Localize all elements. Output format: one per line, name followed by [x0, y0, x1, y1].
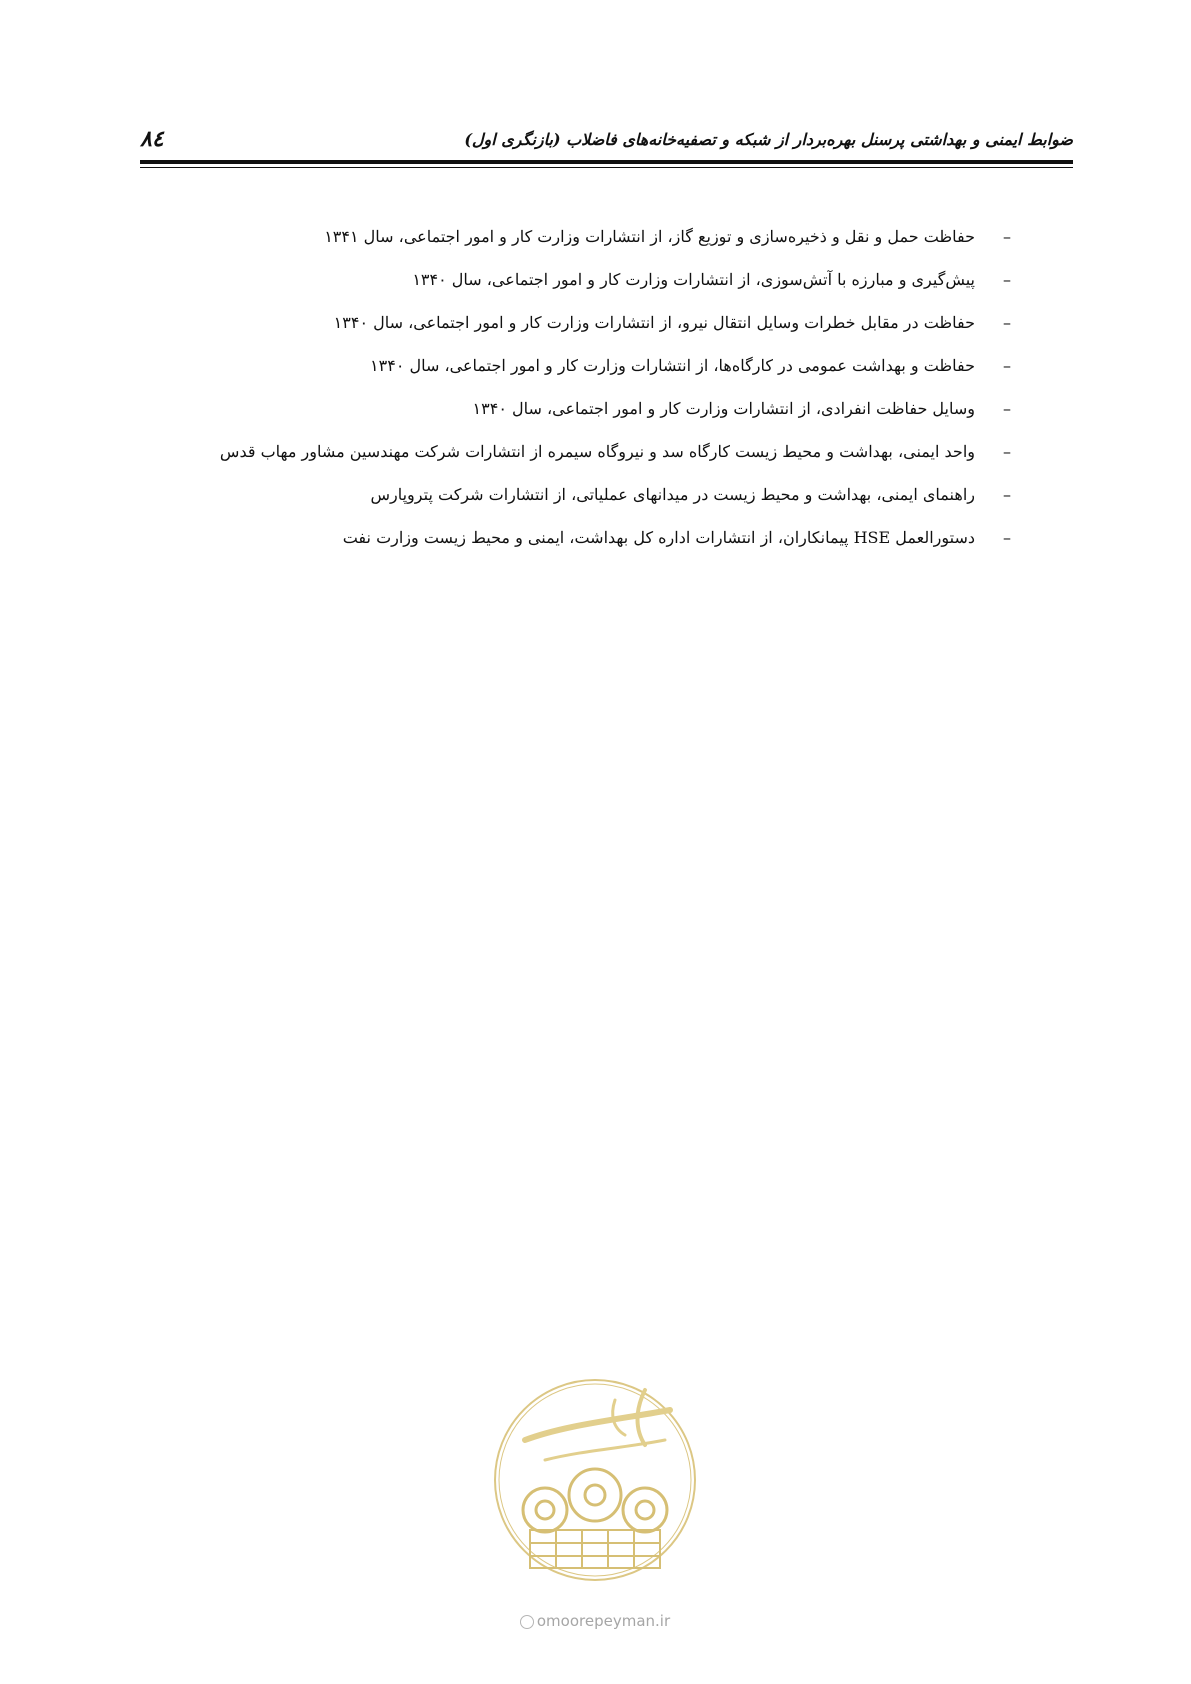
dash-bullet: – [1003, 442, 1011, 461]
reference-text: راهنمای ایمنی، بهداشت و محیط زیست در میدانهای عملیاتی، از انتشارات شرکت پتروپارس [370, 485, 975, 504]
dash-bullet: – [1003, 399, 1011, 418]
reference-text: وسایل حفاظت انفرادی، از انتشارات وزارت کار و امور اجتماعی، سال ۱۳۴۰ [472, 399, 975, 418]
dash-bullet: – [1003, 227, 1011, 246]
page-number: ۸٤ [140, 126, 164, 152]
reference-item [181, 215, 1011, 258]
reference-item [181, 301, 1011, 344]
dash-bullet: – [1003, 485, 1011, 504]
watermark-site [485, 1612, 705, 1630]
dash-bullet: – [1003, 313, 1011, 332]
reference-item [181, 258, 1011, 301]
header-rule-thick [140, 160, 1073, 164]
watermark-logo [485, 1370, 705, 1590]
reference-item [181, 387, 1011, 430]
dash-bullet: – [1003, 270, 1011, 289]
running-title: ضوابط ایمنی و بهداشتی پرسنل بهره‌بردار از شبکه و تصفیه‌خانه‌های فاضلاب (بازنگری اول) [464, 130, 1073, 149]
site-text: omoorepeyman.ir [536, 1612, 671, 1630]
reference-item [181, 516, 1011, 559]
reference-text: پیش‌گیری و مبارزه با آتش‌سوزی، از انتشارات وزارت کار و امور اجتماعی، سال ۱۳۴۰ [412, 270, 975, 289]
reference-list [181, 215, 1011, 559]
reference-item [181, 473, 1011, 516]
reference-text: حفاظت و بهداشت عمومی در کارگاه‌ها، از انتشارات وزارت کار و امور اجتماعی، سال ۱۳۴۰ [370, 356, 975, 375]
reference-item [181, 430, 1011, 473]
dash-bullet: – [1003, 528, 1011, 547]
reference-text: دستورالعمل HSE پیمانکاران، از انتشارات اداره کل بهداشت، ایمنی و محیط زیست وزارت نفت [342, 528, 975, 547]
reference-text: حفاظت در مقابل خطرات وسایل انتقال نیرو، از انتشارات وزارت کار و امور اجتماعی، سال ۱۳۴۰ [333, 313, 975, 332]
dash-bullet: – [1003, 356, 1011, 375]
header-rule-thin [140, 167, 1073, 168]
globe-icon [520, 1615, 534, 1629]
reference-text: حفاظت حمل و نقل و ذخیره‌سازی و توزیع گاز، از انتشارات وزارت کار و امور اجتماعی، سال ۱۳۴۱ [324, 227, 975, 246]
reference-item [181, 344, 1011, 387]
reference-text: واحد ایمنی، بهداشت و محیط زیست کارگاه سد و نیروگاه سیمره از انتشارات شرکت مهندسین مشاور مهاب قدس [219, 442, 975, 461]
